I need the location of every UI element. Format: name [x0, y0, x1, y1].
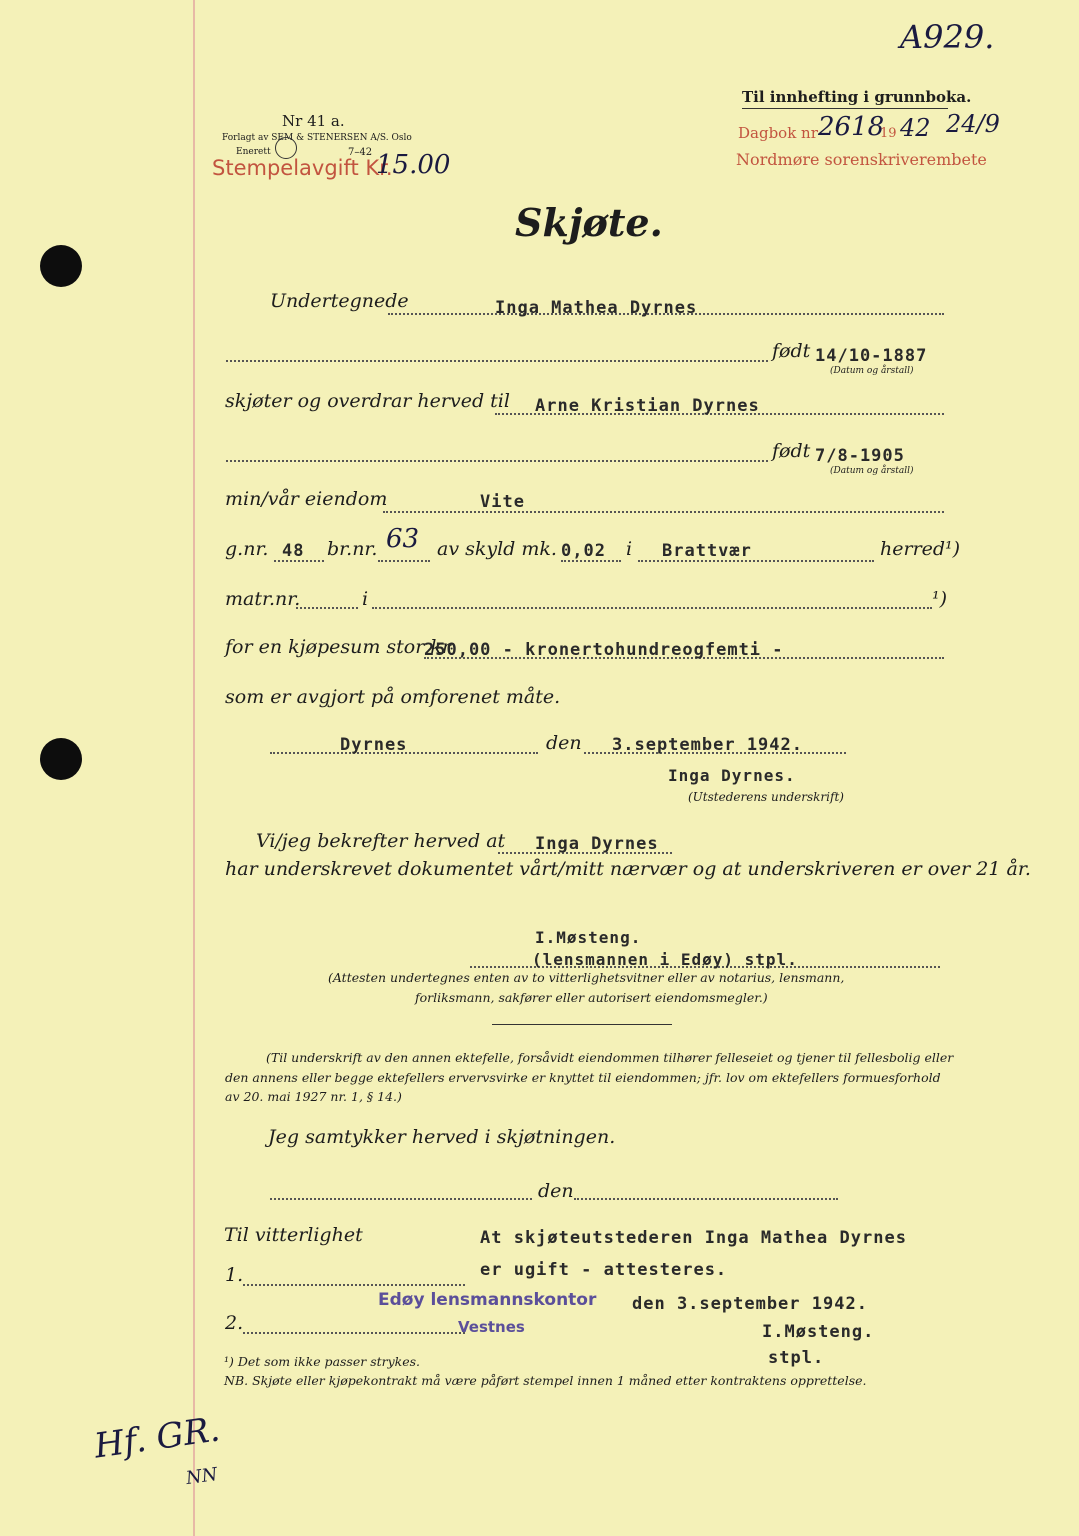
- corner-mark: A929.: [900, 18, 995, 56]
- witness-typed-5: stpl.: [768, 1348, 825, 1368]
- spouse-place-line: [270, 1198, 532, 1200]
- attest-note-2: forliksmann, sakfører eller autorisert eiendomsmegler.): [415, 990, 768, 1005]
- grantee-born-label: født: [772, 440, 811, 462]
- stamp-fee-value: 15.00: [376, 150, 451, 180]
- den-label: den: [546, 732, 582, 754]
- grantor-born-label: født: [772, 340, 811, 362]
- spouse-date-line: [574, 1198, 838, 1200]
- attest-witness-title: (lensmannen i Edøy) stpl.: [532, 950, 798, 969]
- brnr-value: 63: [386, 524, 420, 554]
- edition: 7–42: [348, 147, 373, 158]
- attest-line2: har underskrevet dokumentet vårt/mitt nærvær og at underskriveren er over 21 år.: [225, 858, 1031, 880]
- spouse-note-1: (Til underskrift av den annen ektefelle, forsåvidt eiendommen tilhører felleseiet og tjener til fellesbolig eller: [266, 1050, 954, 1065]
- spouse-note-2: den annens eller begge ektefellers ervervsvirke er knyttet til eiendommen; jfr. lov om ektefellers formuesforhold: [225, 1070, 941, 1085]
- herred-label: herred¹): [880, 538, 961, 560]
- attest-line1-label: Vi/jeg bekrefter herved at: [256, 830, 506, 852]
- property-label: min/vår eiendom: [225, 488, 388, 510]
- price-value: 250,00 - kronertohundreogfemti -: [424, 640, 784, 660]
- matrnr-label: matr.nr.: [225, 588, 301, 610]
- witness-label: Til vitterlighet: [224, 1224, 363, 1246]
- date-value: 3.september 1942.: [612, 735, 803, 755]
- matrnr-close: ¹): [932, 588, 948, 610]
- transfer-label: skjøter og overdrar herved til: [225, 390, 510, 412]
- document-title: Skjøte.: [515, 200, 663, 245]
- witness-typed-4: I.Møsteng.: [762, 1322, 875, 1342]
- brnr-line: [378, 560, 430, 562]
- datum-hint-1: (Datum og årstall): [830, 366, 914, 376]
- i-label: i: [626, 538, 633, 560]
- dagbok-year-prefix: 19: [880, 126, 897, 141]
- witness-typed-1: At skjøteutstederen Inga Mathea Dyrnes: [480, 1228, 907, 1248]
- punch-hole-top: [40, 245, 82, 287]
- skyld-line: [561, 560, 621, 562]
- witness-typed-2: er ugift - attesteres.: [480, 1260, 728, 1280]
- price-label: for en kjøpesum stor kr: [225, 636, 451, 658]
- skyld-label: av skyld mk.: [437, 538, 557, 560]
- witness-stamp-1: Edøy lensmannskontor: [378, 1290, 597, 1310]
- property-name: Vite: [480, 492, 525, 512]
- binding-note-underline: [742, 108, 948, 109]
- witness-stamp-2: Vestnes: [458, 1318, 525, 1336]
- herred-value: Brattvær: [662, 541, 752, 561]
- page-margin-line: [193, 0, 195, 1536]
- form-number: Nr 41 a.: [282, 112, 345, 130]
- dagbok-year: 42: [900, 114, 931, 142]
- matrnr-i-label: i: [362, 588, 369, 610]
- brnr-label: br.nr.: [327, 538, 378, 560]
- attest-witness-signature: I.Møsteng.: [535, 928, 642, 947]
- property-line: [383, 511, 944, 513]
- dagbok-date: 24/9: [946, 110, 1000, 138]
- witness-line-1: [243, 1284, 465, 1286]
- grantor-pre-line: [226, 360, 768, 362]
- attest-line1-value: Inga Dyrnes: [535, 834, 659, 854]
- dagbok-label: Dagbok nr: [738, 124, 818, 142]
- attest-note-1: (Attesten undertegnes enten av to vitterlighetsvitner eller av notarius, lensmann,: [328, 970, 845, 985]
- settled-label: som er avgjort på omforenet måte.: [225, 686, 561, 708]
- matrnr-line: [296, 607, 358, 609]
- stamp-fee-label: Stempelavgift Kr.: [212, 156, 393, 180]
- gnr-label: g.nr.: [225, 538, 269, 560]
- grantor-born: 14/10-1887: [815, 346, 928, 366]
- punch-hole-bottom: [40, 738, 82, 780]
- datum-hint-2: (Datum og årstall): [830, 466, 914, 476]
- grantee-born: 7/8-1905: [815, 446, 905, 466]
- undertegnede-label: Undertegnede: [270, 290, 409, 312]
- grantee-pre-line: [226, 460, 768, 462]
- grantee-name: Arne Kristian Dyrnes: [535, 396, 760, 416]
- footer-initials: Hf. GR.: [91, 1409, 223, 1467]
- signature-label: (Utstederens underskrift): [688, 790, 844, 804]
- grantor-name: Inga Mathea Dyrnes: [495, 298, 698, 318]
- witness-typed-3: den 3.september 1942.: [632, 1294, 868, 1314]
- footer-initials-2: NN: [184, 1463, 219, 1490]
- office-stamp: Nordmøre sorenskriverembete: [736, 150, 987, 169]
- footer-note-2: NB. Skjøte eller kjøpekontrakt må være påført stempel innen 1 måned etter kontraktens opprettelse.: [224, 1373, 867, 1388]
- spouse-consent: Jeg samtykker herved i skjøtningen.: [268, 1126, 616, 1148]
- dagbok-value: 2618: [818, 112, 885, 142]
- matrnr-herred-line: [372, 607, 932, 609]
- enerett: Enerett: [236, 147, 271, 157]
- spouse-note-3: av 20. mai 1927 nr. 1, § 14.): [225, 1089, 402, 1104]
- skyld-value: 0,02: [561, 541, 606, 561]
- publisher: Forlagt av SEM & STENERSEN A/S. Oslo: [222, 133, 412, 143]
- spouse-den-label: den: [538, 1180, 574, 1202]
- witness-line-2: [243, 1332, 465, 1334]
- grantor-signature: Inga Dyrnes.: [668, 766, 796, 785]
- place-value: Dyrnes: [340, 735, 408, 755]
- footer-note-1: ¹) Det som ikke passer strykes.: [224, 1354, 421, 1369]
- witness-number-1: 1.: [225, 1264, 244, 1286]
- binding-note: Til innhefting i grunnboka.: [742, 88, 972, 106]
- attest-separator: [492, 1024, 672, 1025]
- gnr-value: 48: [282, 541, 305, 561]
- witness-number-2: 2.: [225, 1312, 244, 1334]
